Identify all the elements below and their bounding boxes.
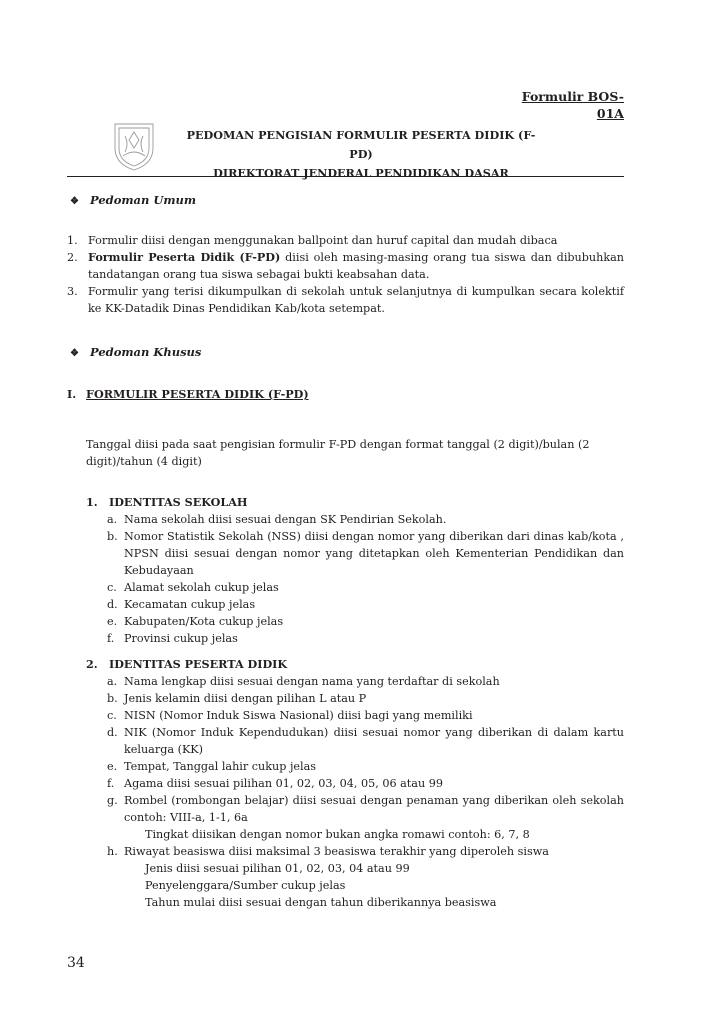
list-item: a. Nama sekolah diisi sesuai dengan SK Pendirian Sekolah. — [107, 513, 447, 526]
heading-line-2: DIREKTORAT JENDERAL PENDIDIKAN DASAR — [213, 166, 509, 180]
list-item: f. Agama diisi sesuai pilihan 01, 02, 03, 04, 05, 06 atau 99 — [107, 777, 443, 790]
list-item: 1. Formulir diisi dengan menggunakan ballpoint dan huruf capital dan mudah dibaca — [67, 234, 558, 247]
continuation-line: Tahun mulai diisi sesuai dengan tahun diberikannya beasiswa — [145, 896, 497, 909]
continuation-line: Penyelenggara/Sumber cukup jelas — [145, 879, 346, 892]
diamond-bullet-icon: ❖ — [70, 196, 79, 207]
student-identity-section — [86, 656, 624, 911]
continuation-line: Tingkat diisikan dengan nomor bukan angka romawi contoh: 6, 7, 8 — [145, 828, 530, 841]
specific-guidelines-heading: ❖ Pedoman Khusus — [70, 344, 201, 362]
list-item: 2. Formulir Peserta Didik (F-PD) diisi oleh masing-masing orang tua siswa dan dibubuhkan tandatangan orang tua siswa sebagai bukti keabsahan data. — [67, 250, 624, 281]
list-item: g. Rombel (rombongan belajar) diisi sesuai dengan penaman yang diberikan oleh sekolah contoh: VIII-a, 1-1, 6a — [107, 794, 624, 824]
list-item: c. Alamat sekolah cukup jelas — [107, 581, 279, 594]
list-item: b. Jenis kelamin diisi dengan pilihan L atau P — [107, 692, 367, 705]
school-identity-section — [86, 494, 624, 647]
list-item: e. Tempat, Tanggal lahir cukup jelas — [107, 760, 317, 773]
list-item: 3. Formulir yang terisi dikumpulkan di sekolah untuk selanjutnya di kumpulkan secara kolektif ke KK-Datadik Dinas Pendidikan Kab/kota setempat. — [67, 285, 624, 315]
subsection-title: 2. IDENTITAS PESERTA DIDIK — [86, 657, 288, 671]
tut-wuri-handayani-logo-icon — [103, 118, 165, 172]
section-i-heading: I. FORMULIR PESERTA DIDIK (F-PD) — [67, 387, 309, 401]
document-heading — [176, 126, 546, 183]
diamond-bullet-icon: ❖ — [70, 348, 79, 359]
form-code: Formulir BOS-01A — [521, 89, 624, 121]
list-item: f. Provinsi cukup jelas — [107, 632, 238, 645]
list-item: d. NIK (Nomor Induk Kependudukan) diisi sesuai nomor yang diberikan di dalam kartu keluarga (KK) — [107, 726, 624, 756]
page-number: 34 — [67, 955, 85, 971]
bold-term: Formulir Peserta Didik (F-PD) — [88, 250, 281, 264]
list-item: c. NISN (Nomor Induk Siswa Nasional) diisi bagi yang memiliki — [107, 709, 473, 722]
header-divider — [67, 176, 624, 177]
list-item: e. Kabupaten/Kota cukup jelas — [107, 615, 284, 628]
heading-line-1: PEDOMAN PENGISIAN FORMULIR PESERTA DIDIK (F-PD) — [186, 128, 536, 161]
subsection-title: 1. IDENTITAS SEKOLAH — [86, 495, 248, 509]
list-item: d. Kecamatan cukup jelas — [107, 598, 256, 611]
list-item: h. Riwayat beasiswa diisi maksimal 3 beasiswa terakhir yang diperoleh siswa — [107, 845, 549, 858]
list-item: a. Nama lengkap diisi sesuai dengan nama yang terdaftar di sekolah — [107, 675, 500, 688]
continuation-line: Jenis diisi sesuai pilihan 01, 02, 03, 04 atau 99 — [145, 862, 410, 875]
general-guidelines-heading: ❖ Pedoman Umum — [70, 192, 196, 210]
list-item: b. Nomor Statistik Sekolah (NSS) diisi dengan nomor yang diberikan dari dinas kab/kota , NPSN diisi sesuai dengan nomor yang ditetapkan oleh Kementerian Pendidikan dan Kebudayaan — [107, 530, 624, 577]
section-i-intro: Tanggal diisi pada saat pengisian formulir F-PD dengan format tanggal (2 digit)/bulan (2 digit)/tahun (4 digit) — [86, 438, 590, 468]
general-guidelines-list — [67, 232, 624, 317]
